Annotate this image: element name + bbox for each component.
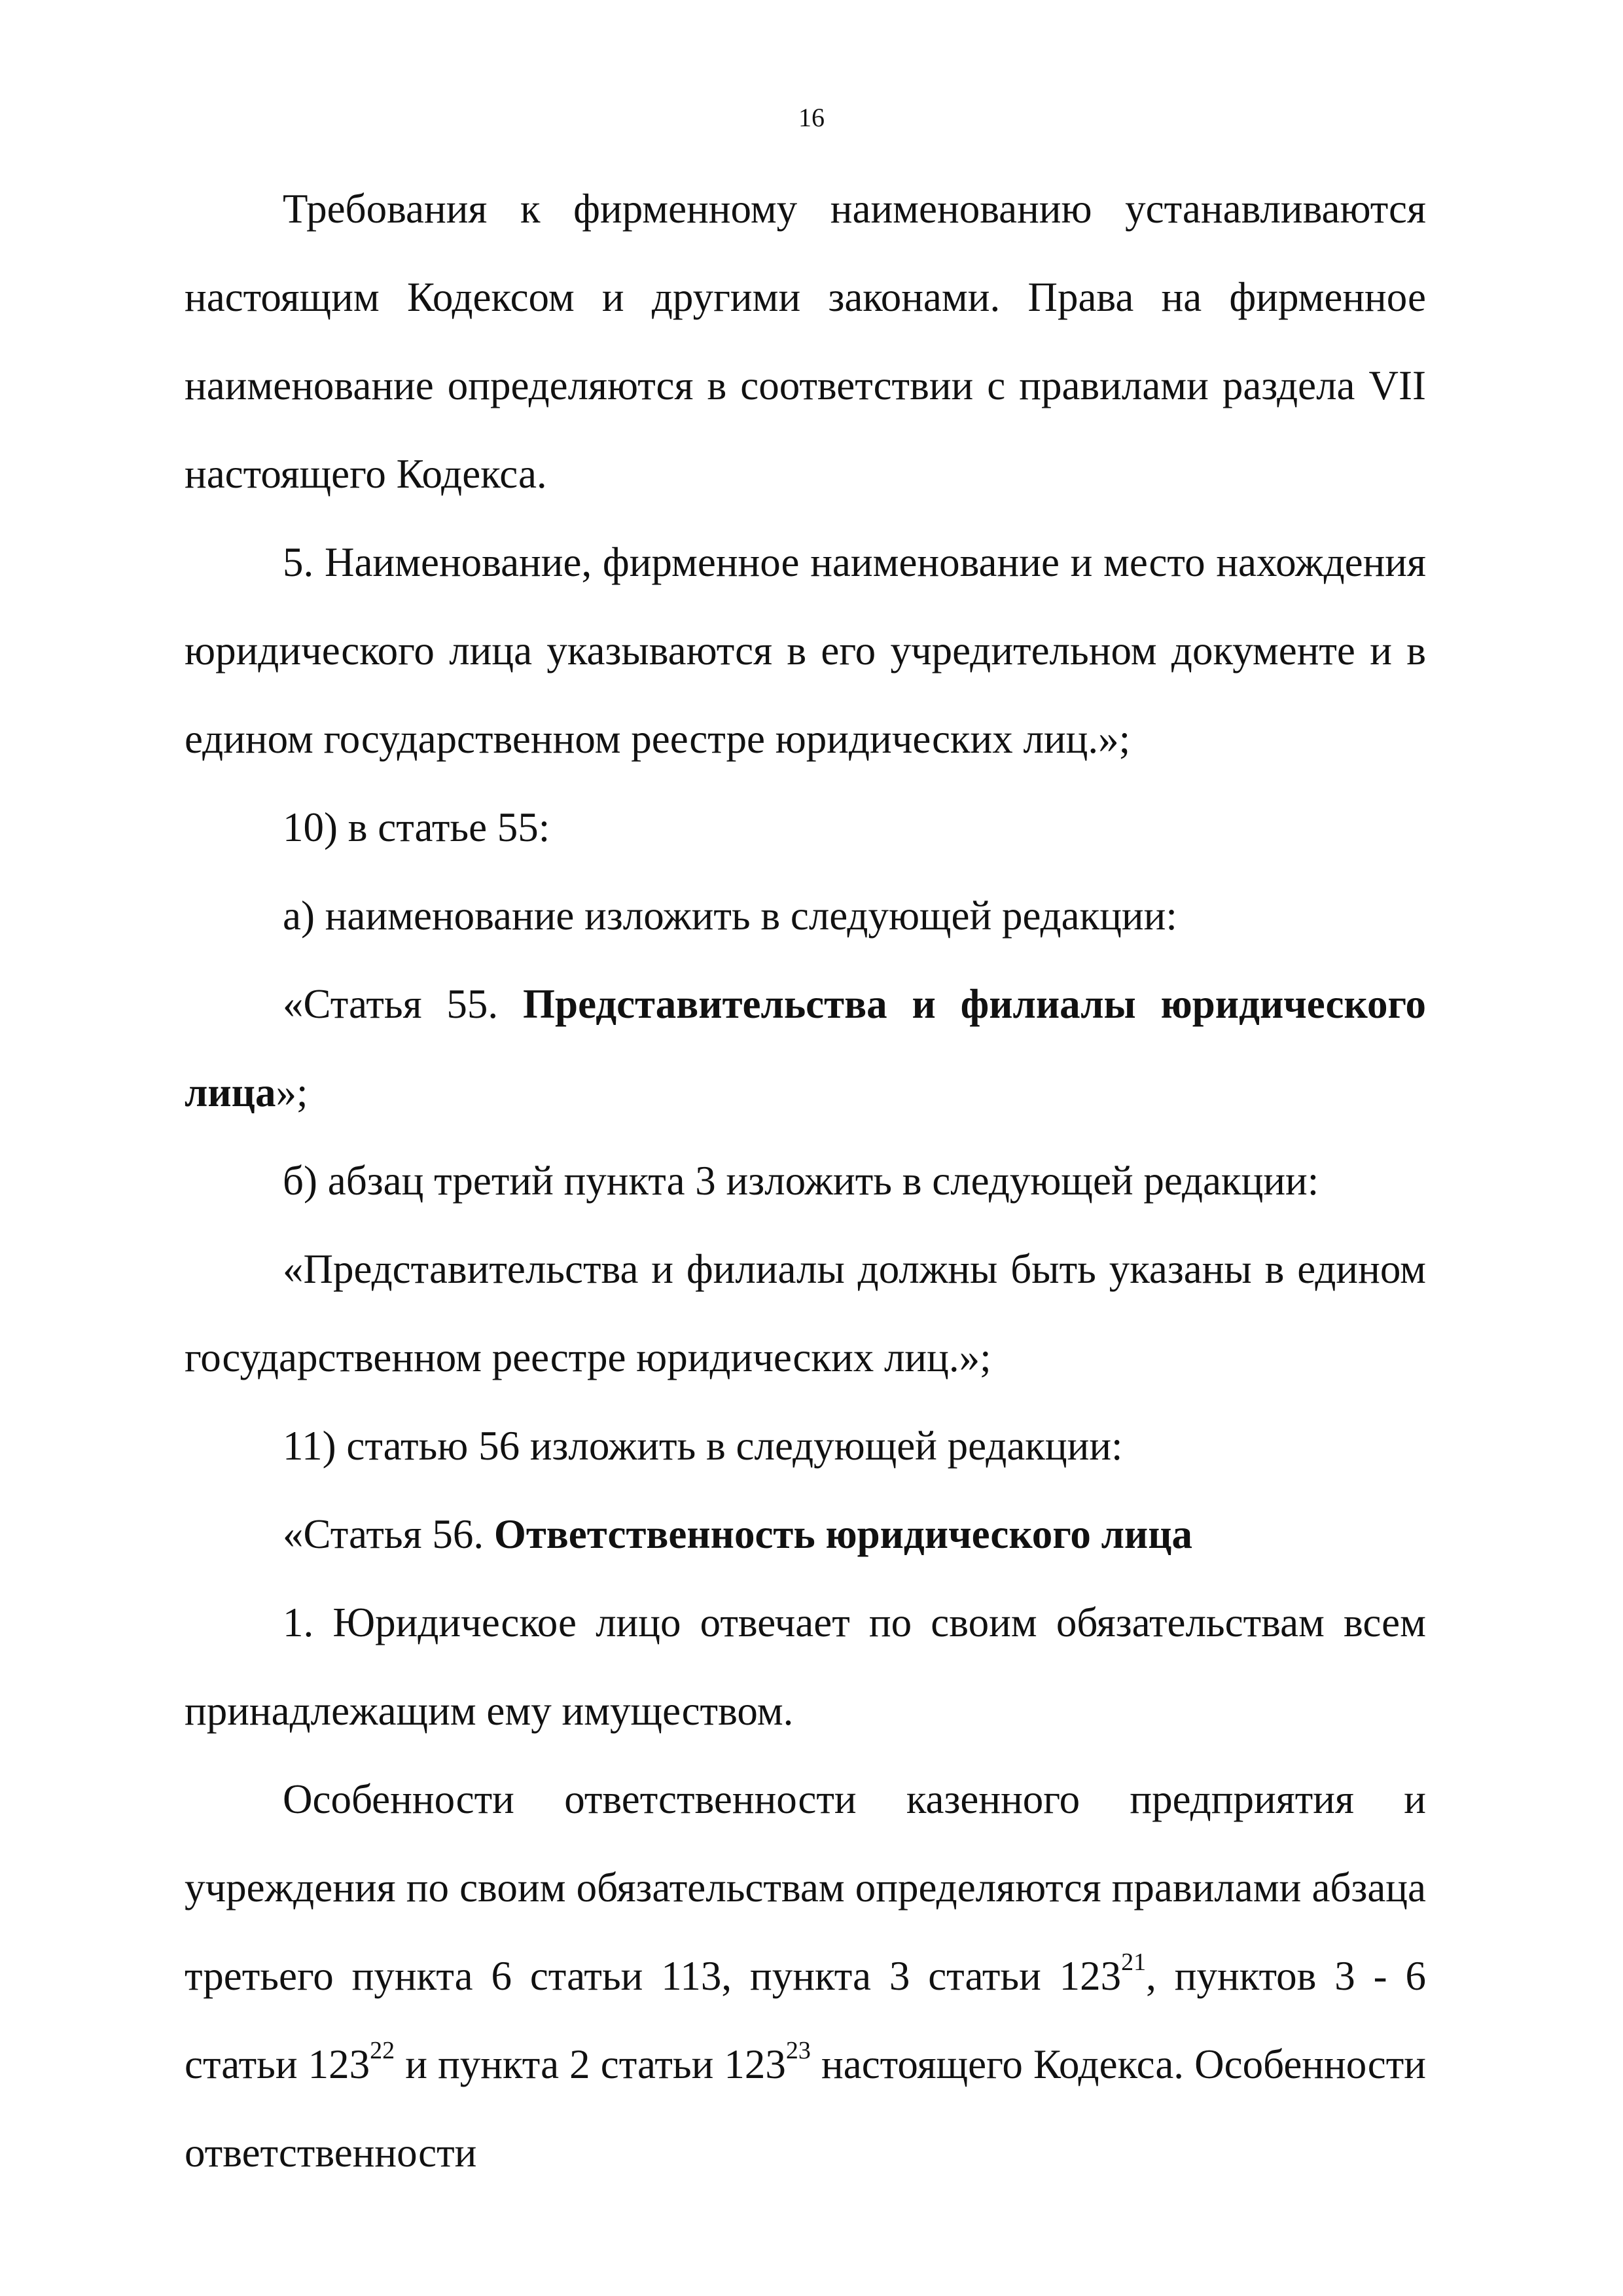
- article-55-heading: Представительства и филиалы юридического лица: [185, 981, 1426, 1115]
- liability-text-part-1: Особенности ответственности казенного предприятия и учреждения по своим обязательствам определяются правилами абзаца третьего пункта 6 статьи 113, пункта 3 статьи 123: [185, 1776, 1426, 1999]
- article-55-prefix: «Статья 55.: [283, 981, 524, 1027]
- paragraph-subitem-a: а) наименование изложить в следующей редакции:: [283, 893, 1177, 939]
- paragraph-article-55-title: [185, 960, 1426, 1137]
- superscript-23: 23: [785, 2037, 811, 2064]
- article-56-prefix: «Статья 56.: [283, 1511, 494, 1557]
- paragraph-liability-1: 1. Юридическое лицо отвечает по своим обязательствам всем принадлежащим ему имуществом.: [185, 1600, 1426, 1734]
- paragraph-item-10: 10) в статье 55:: [283, 804, 550, 850]
- superscript-21: 21: [1121, 1948, 1147, 1976]
- paragraph-subitem-b: б) абзац третий пункта 3 изложить в следующей редакции:: [283, 1158, 1319, 1204]
- liability-text-part-2: , пунктов 3 - 6 статьи 123: [185, 1953, 1426, 2087]
- liability-text-part-3: и пункта 2 статьи 123: [395, 2041, 786, 2087]
- liability-text-part-4: настоящего Кодекса. Особенности ответственности: [185, 2041, 1426, 2176]
- paragraph-firm-name-requirements: Требования к фирменному наименованию устанавливаются настоящим Кодексом и другими законами. Права на фирменное наименование определяются в соответствии с правилами раздела VII настоящего Кодекса.: [185, 186, 1426, 497]
- paragraph-representations-text: «Представительства и филиалы должны быть указаны в едином государственном реестре юридических лиц.»;: [185, 1246, 1426, 1380]
- paragraph-item-11: 11) статью 56 изложить в следующей редакции:: [283, 1423, 1123, 1469]
- document-body: [185, 165, 1426, 2197]
- paragraph-item-5: 5. Наименование, фирменное наименование и место нахождения юридического лица указываются в его учредительном документе и в едином государственном реестре юридических лиц.»;: [185, 539, 1426, 762]
- article-56-heading: Ответственность юридического лица: [493, 1511, 1193, 1557]
- superscript-22: 22: [370, 2037, 395, 2064]
- paragraph-article-56-title: [185, 1490, 1426, 1579]
- paragraph-liability-specifics: [185, 1755, 1426, 2197]
- article-55-suffix: »;: [276, 1069, 308, 1115]
- page-number: 16: [798, 103, 825, 132]
